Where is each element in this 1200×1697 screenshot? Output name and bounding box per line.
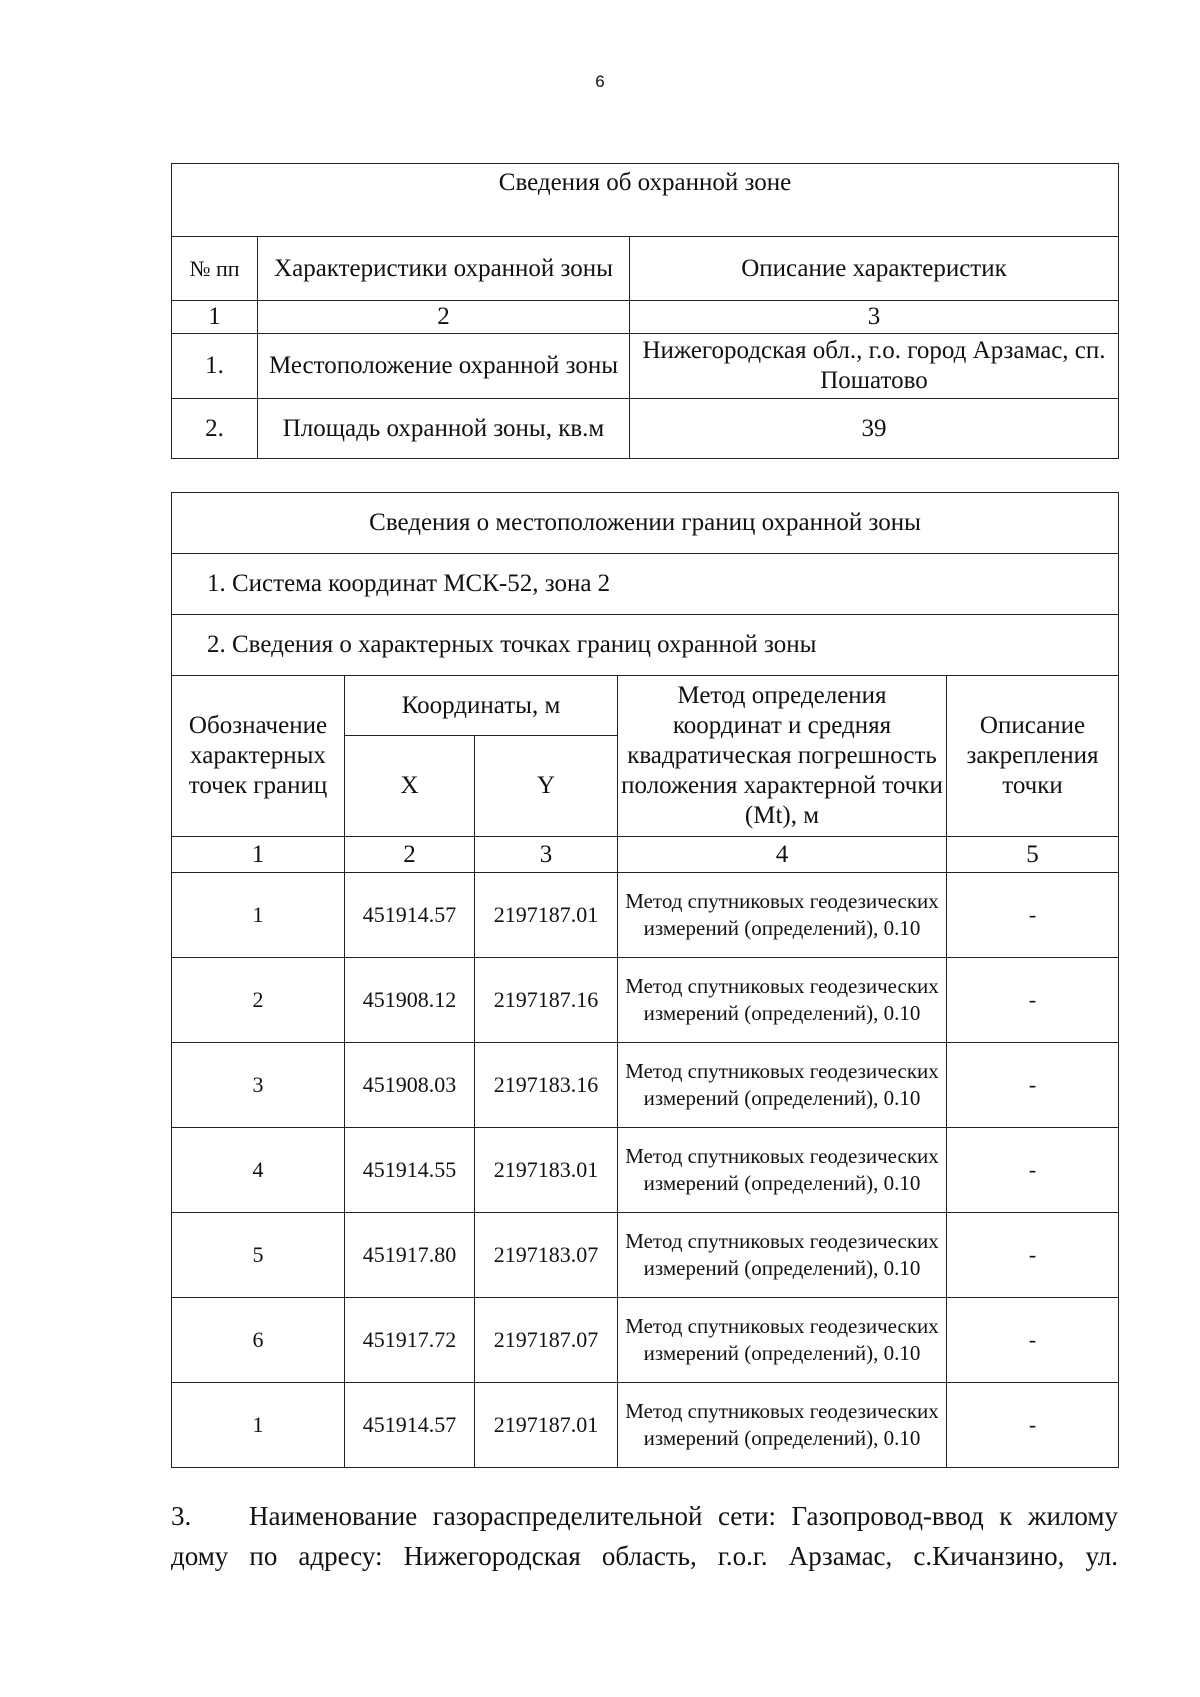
- zone-info-table: [171, 163, 1119, 459]
- point-id: 4: [172, 1128, 345, 1213]
- point-y: 2197183.16: [475, 1043, 618, 1128]
- column-number: 1: [172, 301, 258, 334]
- point-x: 451914.57: [345, 873, 475, 958]
- page-number: 6: [595, 72, 605, 91]
- point-fixing: -: [947, 1383, 1119, 1468]
- header-coordinates: Координаты, м: [345, 676, 618, 736]
- coord-system: 1. Система координат МСК-52, зона 2: [172, 554, 1119, 615]
- table-row: [172, 1128, 1119, 1213]
- point-method: Метод спутниковых геодезических измерений (определений), 0.10: [618, 1383, 947, 1468]
- point-id: 2: [172, 958, 345, 1043]
- row-name: Площадь охранной зоны, кв.м: [258, 399, 630, 459]
- point-y: 2197183.01: [475, 1128, 618, 1213]
- column-number: 4: [618, 837, 947, 873]
- point-x: 451917.72: [345, 1298, 475, 1383]
- point-y: 2197187.01: [475, 873, 618, 958]
- point-fixing: -: [947, 1043, 1119, 1128]
- section-paragraph: [171, 1496, 1118, 1576]
- row-value: Нижегородская обл., г.о. город Арзамас, сп. Пошатово: [630, 334, 1119, 399]
- row-name: Местоположение охранной зоны: [258, 334, 630, 399]
- table-row: [172, 873, 1119, 958]
- paragraph-text: Наименование газораспределительной сети: Газопровод-ввод к жилому дому по адресу: Нижегородская область, г.о.г. Арзамас, с.Кичанзино, ул.: [171, 1501, 1118, 1571]
- header-y: Y: [475, 736, 618, 837]
- header-x: X: [345, 736, 475, 837]
- table-row: [172, 1043, 1119, 1128]
- point-y: 2197187.07: [475, 1298, 618, 1383]
- header-description: Описание характеристик: [630, 237, 1119, 301]
- point-fixing: -: [947, 958, 1119, 1043]
- point-fixing: -: [947, 873, 1119, 958]
- point-id: 5: [172, 1213, 345, 1298]
- point-x: 451914.57: [345, 1383, 475, 1468]
- point-method: Метод спутниковых геодезических измерений (определений), 0.10: [618, 873, 947, 958]
- column-number: 5: [947, 837, 1119, 873]
- point-x: 451908.03: [345, 1043, 475, 1128]
- points-title: 2. Сведения о характерных точках границ охранной зоны: [172, 615, 1119, 676]
- point-fixing: -: [947, 1298, 1119, 1383]
- point-x: 451917.80: [345, 1213, 475, 1298]
- table-row: [172, 958, 1119, 1043]
- point-fixing: -: [947, 1128, 1119, 1213]
- point-method: Метод спутниковых геодезических измерений (определений), 0.10: [618, 1213, 947, 1298]
- table-row: [172, 1383, 1119, 1468]
- boundary-title: Сведения о местоположении границ охранной зоны: [172, 493, 1119, 554]
- header-characteristics: Характеристики охранной зоны: [258, 237, 630, 301]
- point-y: 2197187.16: [475, 958, 618, 1043]
- paragraph-number: 3.: [171, 1501, 192, 1531]
- point-id: 1: [172, 873, 345, 958]
- point-id: 3: [172, 1043, 345, 1128]
- column-number: 3: [475, 837, 618, 873]
- point-y: 2197187.01: [475, 1383, 618, 1468]
- point-x: 451908.12: [345, 958, 475, 1043]
- table-row: [172, 334, 1119, 399]
- zone-info-title: Сведения об охранной зоне: [172, 164, 1119, 237]
- point-method: Метод спутниковых геодезических измерений (определений), 0.10: [618, 958, 947, 1043]
- header-number: № пп: [172, 237, 258, 301]
- row-number: 1.: [172, 334, 258, 399]
- point-fixing: -: [947, 1213, 1119, 1298]
- table-row: [172, 1213, 1119, 1298]
- header-designation: Обозначение характерных точек границ: [172, 676, 345, 837]
- table-row: [172, 399, 1119, 459]
- point-x: 451914.55: [345, 1128, 475, 1213]
- row-number: 2.: [172, 399, 258, 459]
- column-number: 2: [258, 301, 630, 334]
- column-number: 2: [345, 837, 475, 873]
- header-fixing: Описание закрепления точки: [947, 676, 1119, 837]
- point-method: Метод спутниковых геодезических измерений (определений), 0.10: [618, 1043, 947, 1128]
- point-id: 1: [172, 1383, 345, 1468]
- point-method: Метод спутниковых геодезических измерений (определений), 0.10: [618, 1128, 947, 1213]
- row-value: 39: [630, 399, 1119, 459]
- point-id: 6: [172, 1298, 345, 1383]
- header-method: Метод определения координат и средняя квадратическая погрешность положения характерной точки (Mt), м: [618, 676, 947, 837]
- column-number: 3: [630, 301, 1119, 334]
- point-y: 2197183.07: [475, 1213, 618, 1298]
- column-number: 1: [172, 837, 345, 873]
- table-row: [172, 1298, 1119, 1383]
- boundary-table: [171, 492, 1119, 1468]
- point-method: Метод спутниковых геодезических измерений (определений), 0.10: [618, 1298, 947, 1383]
